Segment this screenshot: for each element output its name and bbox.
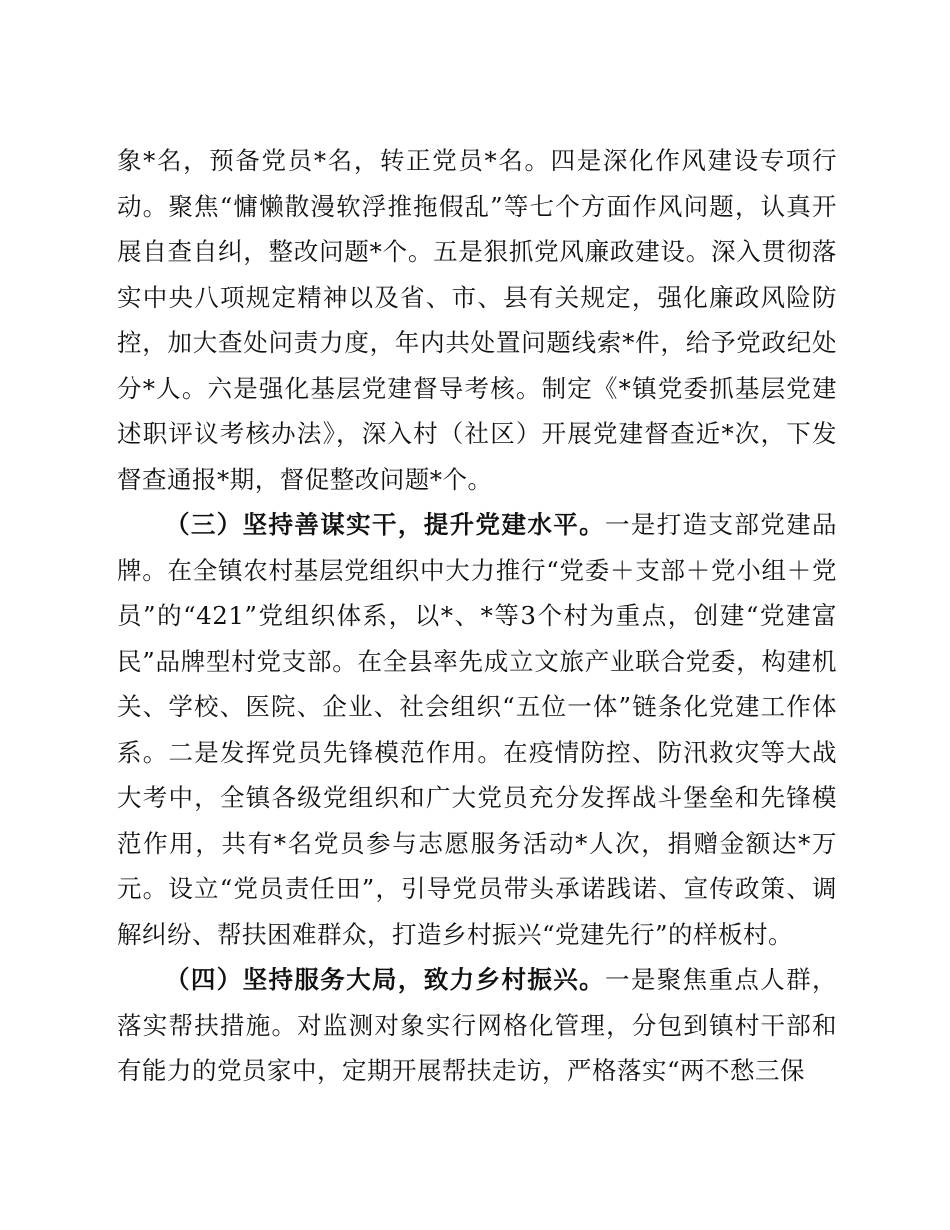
section-heading: （四）坚持服务大局，致力乡村振兴。 <box>165 965 605 994</box>
document-body <box>117 138 837 1094</box>
paragraph-text: 一是聚焦重点人群，落实帮扶措施。对监测对象实行网格化管理，分包到镇村干部和有能力的党员家中，定期开展帮扶走访，严格落实“两不愁三保 <box>117 965 838 1085</box>
section-heading: （三）坚持善谋实干，提升党建水平。 <box>165 510 605 539</box>
paragraph-section-4 <box>117 957 837 1094</box>
paragraph-text: 象*名，预备党员*名，转正党员*名。四是深化作风建设专项行动。聚焦“慵懒散漫软浮推拖假乱”等七个方面作风问题，认真开展自查自纠，整改问题*个。五是狠抓党风廉政建设。深入贯彻落实中央八项规定精神以及省、市、县有关规定，强化廉政风险防控，加大查处问责力度，年内共处置问题线索*件，给予党政纪处分*人。六是强化基层党建督导考核。制定《*镇党委抓基层党建述职评议考核办法》，深入村（社区）开展党建督查近*次，下发督查通报*期，督促整改问题*个。 <box>117 146 837 494</box>
paragraph-continuation <box>117 138 837 502</box>
paragraph-text: 一是打造支部党建品牌。在全镇农村基层党组织中大力推行“党委＋支部＋党小组＋党员”的“421”党组织体系，以*、*等3个村为重点，创建“党建富民”品牌型村党支部。在全县率先成立文旅产业联合党委，构建机关、学校、医院、企业、社会组织“五位一体”链条化党建工作体系。二是发挥党员先锋模范作用。在疫情防控、防汛救灾等大战大考中，全镇各级党组织和广大党员充分发挥战斗堡垒和先锋模范作用，共有*名党员参与志愿服务活动*人次，捐赠金额达*万元。设立“党员责任田”，引导党员带头承诺践诺、宣传政策、调解纠纷、帮扶困难群众，打造乡村振兴“党建先行”的样板村。 <box>117 510 838 949</box>
paragraph-section-3 <box>117 502 837 957</box>
